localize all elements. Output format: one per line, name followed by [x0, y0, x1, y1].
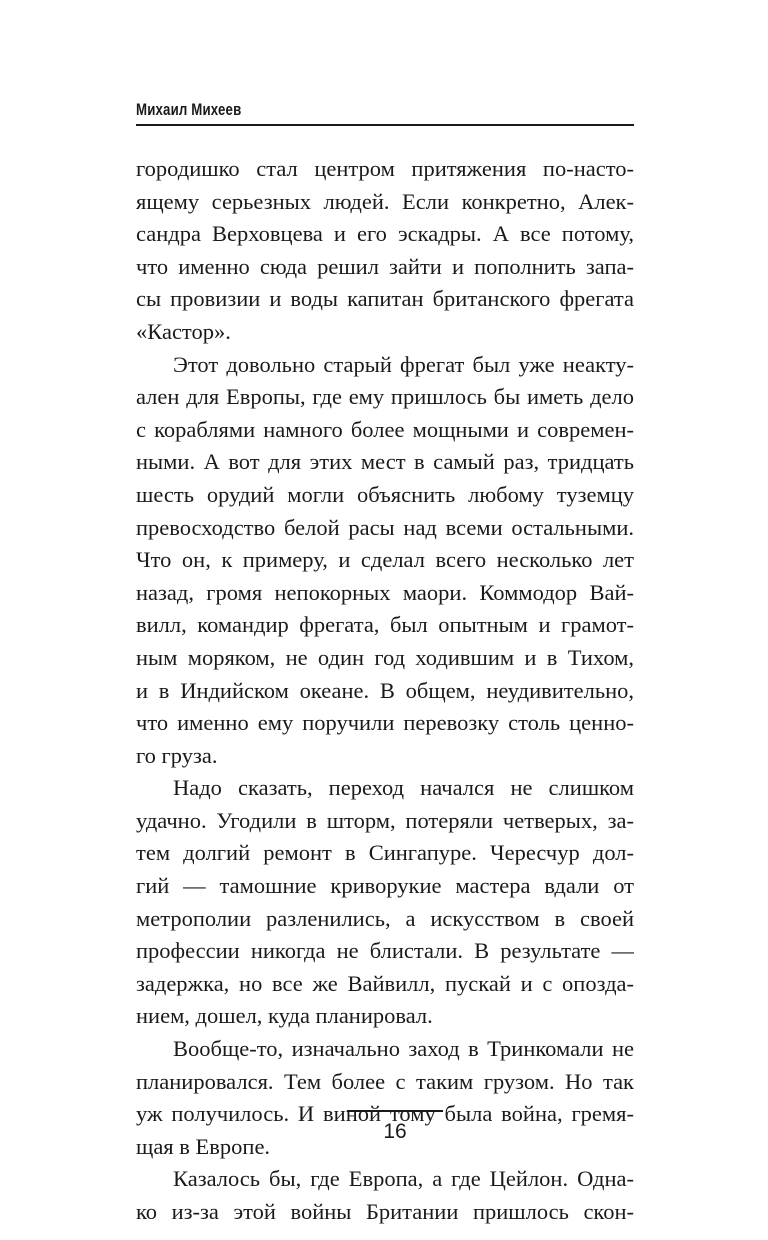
text-line: шесть орудий могли объяснить любому туземцу: [136, 481, 634, 507]
text-line: задержка, но все же Вайвилл, пускай и с опозда-: [136, 970, 634, 996]
text-line: го груза.: [136, 742, 218, 768]
text-line: вилл, командир фрегата, был опытным и грамот-: [136, 612, 634, 638]
header-divider: [136, 124, 634, 126]
text-line: назад, громя непокорных маори. Коммодор Вай-: [136, 579, 634, 605]
text-line: ными. А вот для этих мест в самый раз, тридцать: [136, 449, 634, 475]
text-line: щая в Европе.: [136, 1133, 271, 1159]
text-line: ящему серьезных людей. Если конкретно, Алек-: [136, 188, 634, 214]
text-line: «Кастор».: [136, 318, 231, 344]
text-line: что именно ему поручили перевозку столь ценно-: [136, 710, 634, 736]
page-body-text: [136, 153, 634, 1229]
text-line: что именно сюда решил зайти и пополнить запа-: [136, 253, 634, 279]
text-line: нием, дошел, куда планировал.: [136, 1003, 433, 1029]
text-line: и в Индийском океане. В общем, неудивительно,: [136, 677, 634, 703]
text-line: ален для Европы, где ему пришлось бы иметь дело: [136, 384, 634, 410]
text-line: Что он, к примеру, и сделал всего несколько лет: [136, 547, 634, 573]
text-line: уж получилось. И виной тому была война, гремя-: [136, 1101, 634, 1127]
paragraph-first-line: Этот довольно старый фрегат был уже неакту-: [173, 351, 634, 377]
page-number: 16: [383, 1120, 407, 1143]
text-line: профессии никогда не блистали. В результате —: [136, 938, 634, 964]
text-line: удачно. Угодили в шторм, потеряли четверых, за-: [136, 807, 634, 833]
text-line: ным моряком, не один год ходившим и в Тихом,: [136, 644, 634, 670]
text-line: метрополии разленились, а искусством в своей: [136, 905, 634, 931]
text-line: тем долгий ремонт в Сингапуре. Чересчур дол-: [136, 840, 634, 866]
header-author-name: Михаил Михеев: [136, 100, 242, 119]
text-line: гий — тамошние криворукие мастера вдали от: [136, 873, 634, 899]
paragraph-first-line: Казалось бы, где Европа, а где Цейлон. Одна-: [173, 1166, 634, 1192]
paragraph-first-line: Вообще-то, изначально заход в Тринкомали не: [173, 1036, 634, 1062]
text-line: городишко стал центром притяжения по-насто-: [136, 156, 634, 181]
text-line: сы провизии и воды капитан британского фрегата: [136, 286, 634, 312]
text-line: сандра Верховцева и его эскадры. А все потому,: [136, 221, 634, 247]
text-line: планировался. Тем более с таким грузом. Но так: [136, 1068, 634, 1094]
text-line: с кораблями намного более мощными и современ-: [136, 416, 634, 442]
paragraph-first-line: Надо сказать, переход начался не слишком: [173, 775, 634, 801]
footer-divider: [347, 1110, 443, 1112]
text-line: превосходство белой расы над всеми остальными.: [136, 514, 634, 540]
text-line: ко из-за этой войны Британии пришлось скон-: [136, 1199, 634, 1224]
